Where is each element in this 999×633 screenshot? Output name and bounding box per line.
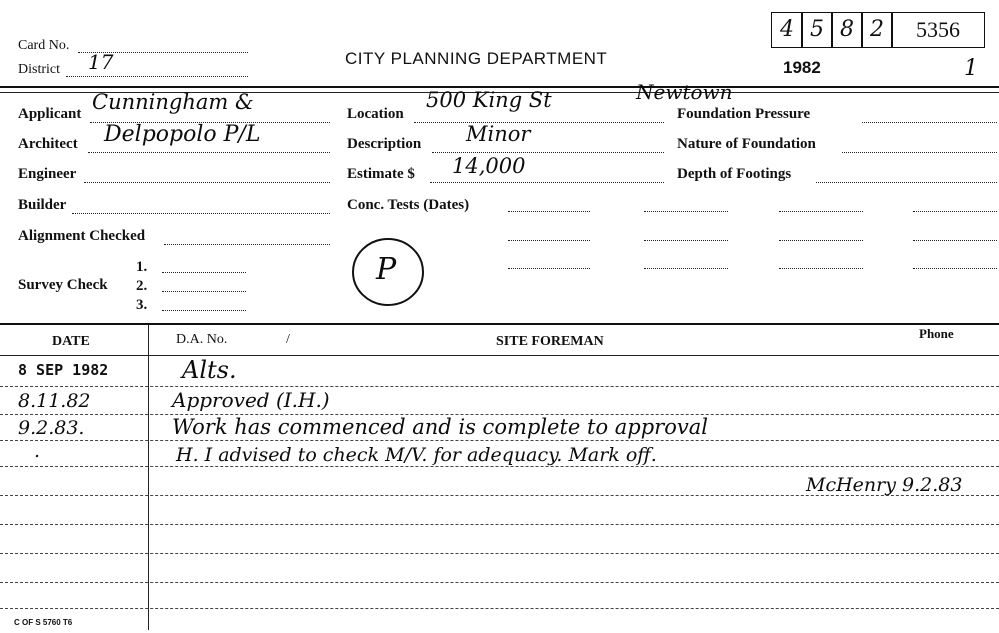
- location-suburb: Newtown: [636, 80, 733, 104]
- architect-value: Delpopolo P/L: [104, 122, 261, 147]
- table-row-date: 9.2.83.: [18, 417, 85, 439]
- table-header-rule: [0, 355, 999, 356]
- row-rule: [0, 440, 999, 441]
- description-value: Minor: [466, 122, 531, 146]
- district-line: [66, 76, 248, 77]
- table-row-date: 8 SEP 1982: [18, 361, 109, 379]
- table-row-entry: Alts.: [182, 356, 237, 384]
- survey-check-label: Survey Check: [18, 277, 108, 293]
- row-rule: [0, 553, 999, 554]
- architect-label: Architect: [18, 136, 78, 152]
- year: 1982: [783, 58, 821, 77]
- location-line: [414, 122, 664, 123]
- date-column-divider: [148, 325, 149, 630]
- location-value: 500 King St: [426, 88, 552, 112]
- row-rule: [0, 386, 999, 387]
- foundation-pressure-label: Foundation Pressure: [677, 106, 811, 122]
- conc-test-line: [508, 240, 590, 241]
- table-row-date: 8.11.82: [18, 390, 91, 412]
- table-row-entry: Approved (I.H.): [172, 388, 330, 412]
- conc-test-line: [779, 240, 863, 241]
- survey-item-1: 1.: [136, 259, 148, 275]
- conc-test-line: [508, 268, 590, 269]
- conc-test-line: [913, 268, 997, 269]
- survey-item-2: 2.: [136, 278, 148, 294]
- row-rule: [0, 582, 999, 583]
- description-line: [432, 152, 664, 153]
- table-row-date: .: [34, 440, 41, 462]
- applicant-label: Applicant: [18, 106, 82, 122]
- card-digit-2: 5: [801, 12, 833, 48]
- circled-mark: [350, 236, 426, 308]
- survey-item-3: 3.: [136, 297, 148, 313]
- engineer-label: Engineer: [18, 166, 77, 182]
- da-slash: /: [286, 332, 290, 347]
- builder-line: [72, 213, 330, 214]
- foundation-pressure-line: [862, 122, 997, 123]
- table-row-entry: H. I advised to check M/V. for adequacy. Mark off.: [176, 444, 657, 466]
- row-rule: [0, 608, 999, 609]
- signature: McHenry 9.2.83: [806, 474, 963, 496]
- da-header: D.A. No.: [176, 332, 228, 347]
- row-rule: [0, 466, 999, 467]
- survey-line-1: [162, 272, 246, 273]
- nature-foundation-label: Nature of Foundation: [677, 136, 816, 152]
- conc-test-line: [508, 211, 590, 212]
- depth-footings-label: Depth of Footings: [677, 166, 792, 182]
- card-digit-3: 8: [831, 12, 863, 48]
- conc-test-line: [913, 211, 997, 212]
- nature-foundation-line: [842, 152, 997, 153]
- table-row-entry: Work has commenced and is complete to approval: [172, 415, 708, 439]
- depth-footings-line: [816, 182, 997, 183]
- date-header: DATE: [52, 334, 90, 349]
- card-no-label: Card No.: [18, 38, 70, 53]
- card-digit-4: 2: [861, 12, 893, 48]
- survey-line-2: [162, 291, 246, 292]
- department-title: CITY PLANNING DEPARTMENT: [345, 49, 608, 68]
- table-top-rule: [0, 323, 999, 325]
- alignment-line: [164, 244, 330, 245]
- builder-label: Builder: [18, 197, 67, 213]
- foreman-header: SITE FOREMAN: [496, 334, 604, 349]
- conc-test-line: [644, 211, 728, 212]
- conc-test-line: [913, 240, 997, 241]
- estimate-line: [430, 182, 664, 183]
- architect-line: [88, 152, 330, 153]
- engineer-line: [84, 182, 330, 183]
- card-suffix: 1: [964, 56, 978, 81]
- applicant-value: Cunningham &: [92, 90, 254, 114]
- district-label: District: [18, 62, 60, 77]
- conc-test-line: [644, 240, 728, 241]
- estimate-label: Estimate $: [347, 166, 415, 182]
- conc-test-line: [779, 268, 863, 269]
- circled-letter: P: [376, 252, 397, 287]
- form-code: C OF S 5760 T6: [14, 618, 73, 627]
- survey-line-3: [162, 310, 246, 311]
- conc-test-line: [779, 211, 863, 212]
- card-number: 5356: [891, 12, 985, 48]
- description-label: Description: [347, 136, 422, 152]
- phone-header: Phone: [919, 326, 954, 341]
- alignment-label: Alignment Checked: [18, 228, 146, 244]
- district-value: 17: [88, 50, 114, 74]
- estimate-value: 14,000: [452, 154, 526, 178]
- location-label: Location: [347, 106, 404, 122]
- conc-test-line: [644, 268, 728, 269]
- card-digit-1: 4: [771, 12, 803, 48]
- conc-tests-label: Conc. Tests (Dates): [347, 197, 470, 213]
- row-rule: [0, 524, 999, 525]
